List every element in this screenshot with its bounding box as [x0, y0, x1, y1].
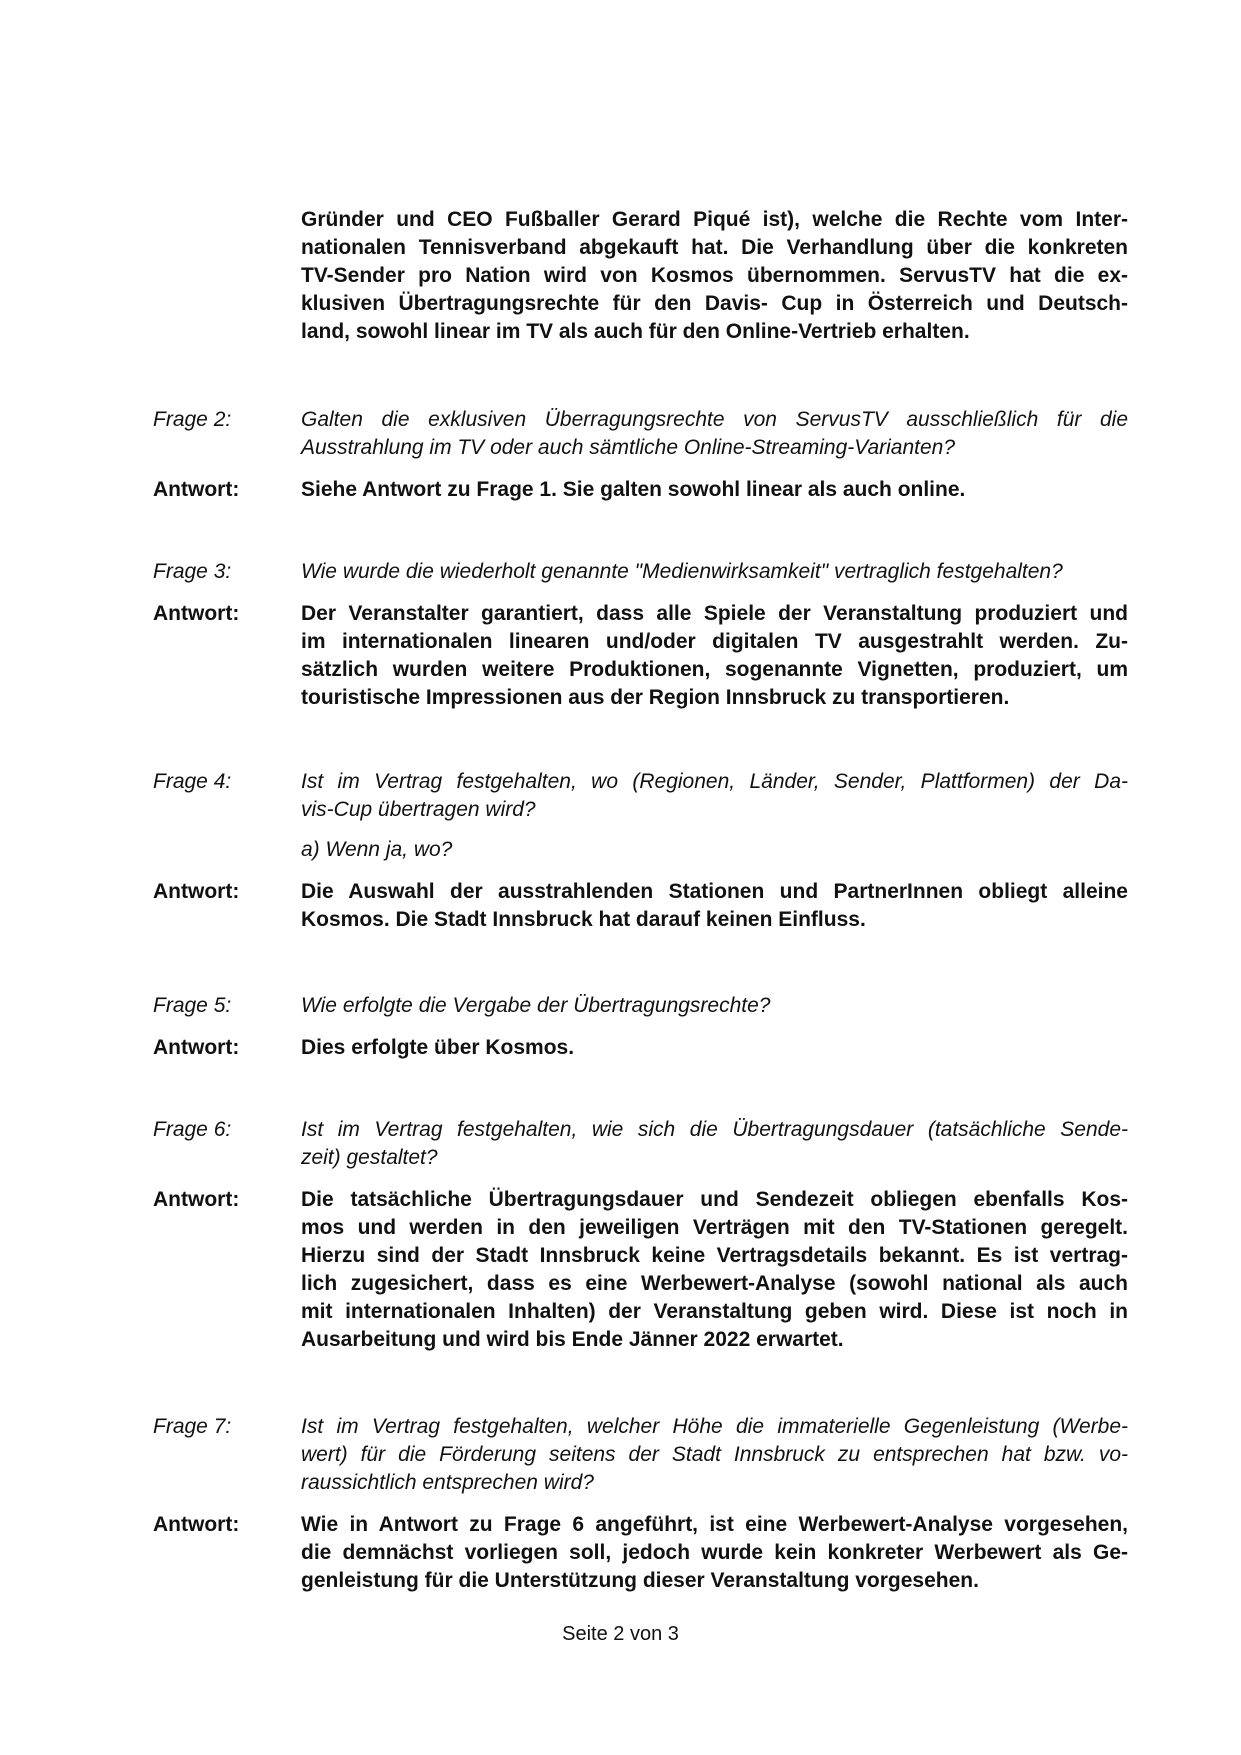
text-line: Der Veranstalter garantiert, dass alle Spiele der Veranstaltung produziert und — [301, 602, 1128, 625]
question-text — [301, 768, 1128, 864]
text-line: Gründer und CEO Fußballer Gerard Piqué ist), welche die Rechte vom Inter- — [301, 208, 1128, 231]
question-block-6 — [153, 1116, 1128, 1354]
question-text — [301, 1116, 1128, 1172]
question-label: Frage 6: — [153, 1118, 232, 1141]
text-line: Ist im Vertrag festgehalten, wie sich die Übertragungsdauer (tatsächliche Sende- — [301, 1118, 1128, 1141]
text-line: vis-Cup übertragen wird? — [301, 798, 536, 821]
text-line: raussichtlich entsprechen wird? — [301, 1471, 594, 1494]
text-line: Die tatsächliche Übertragungsdauer und Sendezeit obliegen ebenfalls Kos- — [301, 1188, 1128, 1211]
text-line: lich zugesichert, dass es eine Werbewert-Analyse (sowohl national als auch — [301, 1272, 1128, 1295]
question-subitem: a) Wenn ja, wo? — [301, 838, 453, 861]
text-line: Wie in Antwort zu Frage 6 angeführt, ist eine Werbewert-Analyse vorgesehen, — [301, 1513, 1128, 1536]
question-text — [301, 558, 1128, 586]
text-line: mos und werden in den jeweiligen Verträgen mit den TV-Stationen geregelt. — [301, 1216, 1128, 1239]
question-block-5 — [153, 992, 1128, 1062]
text-line: Dies erfolgte über Kosmos. — [301, 1036, 575, 1059]
answer-text — [301, 600, 1128, 712]
text-line: wert) für die Förderung seitens der Stadt Innsbruck zu entsprechen hat bzw. vo- — [301, 1443, 1128, 1466]
answer-text — [301, 878, 1128, 934]
text-line: Ist im Vertrag festgehalten, wo (Regionen, Länder, Sender, Plattformen) der Da- — [301, 770, 1128, 793]
text-line: TV-Sender pro Nation wird von Kosmos übernommen. ServusTV hat die ex- — [301, 264, 1128, 287]
text-line: land, sowohl linear im TV als auch für den Online-Vertrieb erhalten. — [301, 320, 970, 343]
text-line: mit internationalen Inhalten) der Veranstaltung geben wird. Diese ist noch in — [301, 1300, 1128, 1323]
text-line: nationalen Tennisverband abgekauft hat. Die Verhandlung über die konkreten — [301, 236, 1128, 259]
answer-label: Antwort: — [153, 1188, 240, 1211]
question-row — [153, 768, 1128, 864]
text-line: touristische Impressionen aus der Region Innsbruck zu transportieren. — [301, 686, 1010, 709]
text-line: zeit) gestaltet? — [301, 1146, 438, 1169]
question-block-3 — [153, 558, 1128, 712]
answer-row — [153, 1186, 1128, 1354]
question-block-4 — [153, 768, 1128, 934]
answer-row — [153, 1511, 1128, 1595]
question-label: Frage 4: — [153, 770, 232, 793]
text-line: Ausstrahlung im TV oder auch sämtliche Online-Streaming-Varianten? — [301, 436, 956, 459]
intro-paragraph — [301, 206, 1128, 346]
text-line: Galten die exklusiven Überragungsrechte von ServusTV ausschließlich für die — [301, 408, 1128, 431]
answer-text — [301, 1034, 1128, 1062]
text-line: im internationalen linearen und/oder digitalen TV ausgestrahlt werden. Zu- — [301, 630, 1128, 653]
question-block-7 — [153, 1413, 1128, 1595]
answer-label: Antwort: — [153, 602, 240, 625]
text-line: Hierzu sind der Stadt Innsbruck keine Vertragsdetails bekannt. Es ist vertrag- — [301, 1244, 1128, 1267]
text-line: Wie wurde die wiederholt genannte "Medienwirksamkeit" vertraglich festgehalten? — [301, 560, 1063, 583]
question-label: Frage 7: — [153, 1415, 232, 1438]
question-row — [153, 1116, 1128, 1172]
question-row — [153, 1413, 1128, 1497]
answer-text — [301, 476, 1128, 504]
question-text — [301, 992, 1128, 1020]
text-line: Kosmos. Die Stadt Innsbruck hat darauf keinen Einfluss. — [301, 908, 866, 931]
text-line: Ist im Vertrag festgehalten, welcher Höhe die immaterielle Gegenleistung (Werbe- — [301, 1415, 1128, 1438]
text-line: klusiven Übertragungsrechte für den Davis- Cup in Österreich und Deutsch- — [301, 292, 1128, 315]
question-block-2 — [153, 406, 1128, 504]
text-line: sätzlich wurden weitere Produktionen, sogenannte Vignetten, produziert, um — [301, 658, 1128, 681]
question-text — [301, 406, 1128, 462]
answer-row — [153, 1034, 1128, 1062]
answer-label: Antwort: — [153, 1513, 240, 1536]
question-row — [153, 406, 1128, 462]
question-row — [153, 558, 1128, 586]
text-line: die demnächst vorliegen soll, jedoch wurde kein konkreter Werbewert als Ge- — [301, 1541, 1128, 1564]
answer-row — [153, 476, 1128, 504]
answer-row — [153, 878, 1128, 934]
question-text — [301, 1413, 1128, 1497]
question-label: Frage 2: — [153, 408, 232, 431]
answer-label: Antwort: — [153, 880, 240, 903]
text-line: Siehe Antwort zu Frage 1. Sie galten sowohl linear als auch online. — [301, 478, 966, 501]
question-label: Frage 5: — [153, 994, 232, 1017]
question-row — [153, 992, 1128, 1020]
answer-row — [153, 600, 1128, 712]
text-line: Wie erfolgte die Vergabe der Übertragungsrechte? — [301, 994, 771, 1017]
text-line: genleistung für die Unterstützung dieser Veranstaltung vorgesehen. — [301, 1569, 979, 1592]
answer-text — [301, 1186, 1128, 1354]
question-label: Frage 3: — [153, 560, 232, 583]
text-line: Ausarbeitung und wird bis Ende Jänner 2022 erwartet. — [301, 1328, 844, 1351]
answer-label: Antwort: — [153, 1036, 240, 1059]
page-number: Seite 2 von 3 — [562, 1623, 679, 1645]
answer-label: Antwort: — [153, 478, 240, 501]
answer-text — [301, 1511, 1128, 1595]
text-line: Die Auswahl der ausstrahlenden Stationen und PartnerInnen obliegt alleine — [301, 880, 1128, 903]
